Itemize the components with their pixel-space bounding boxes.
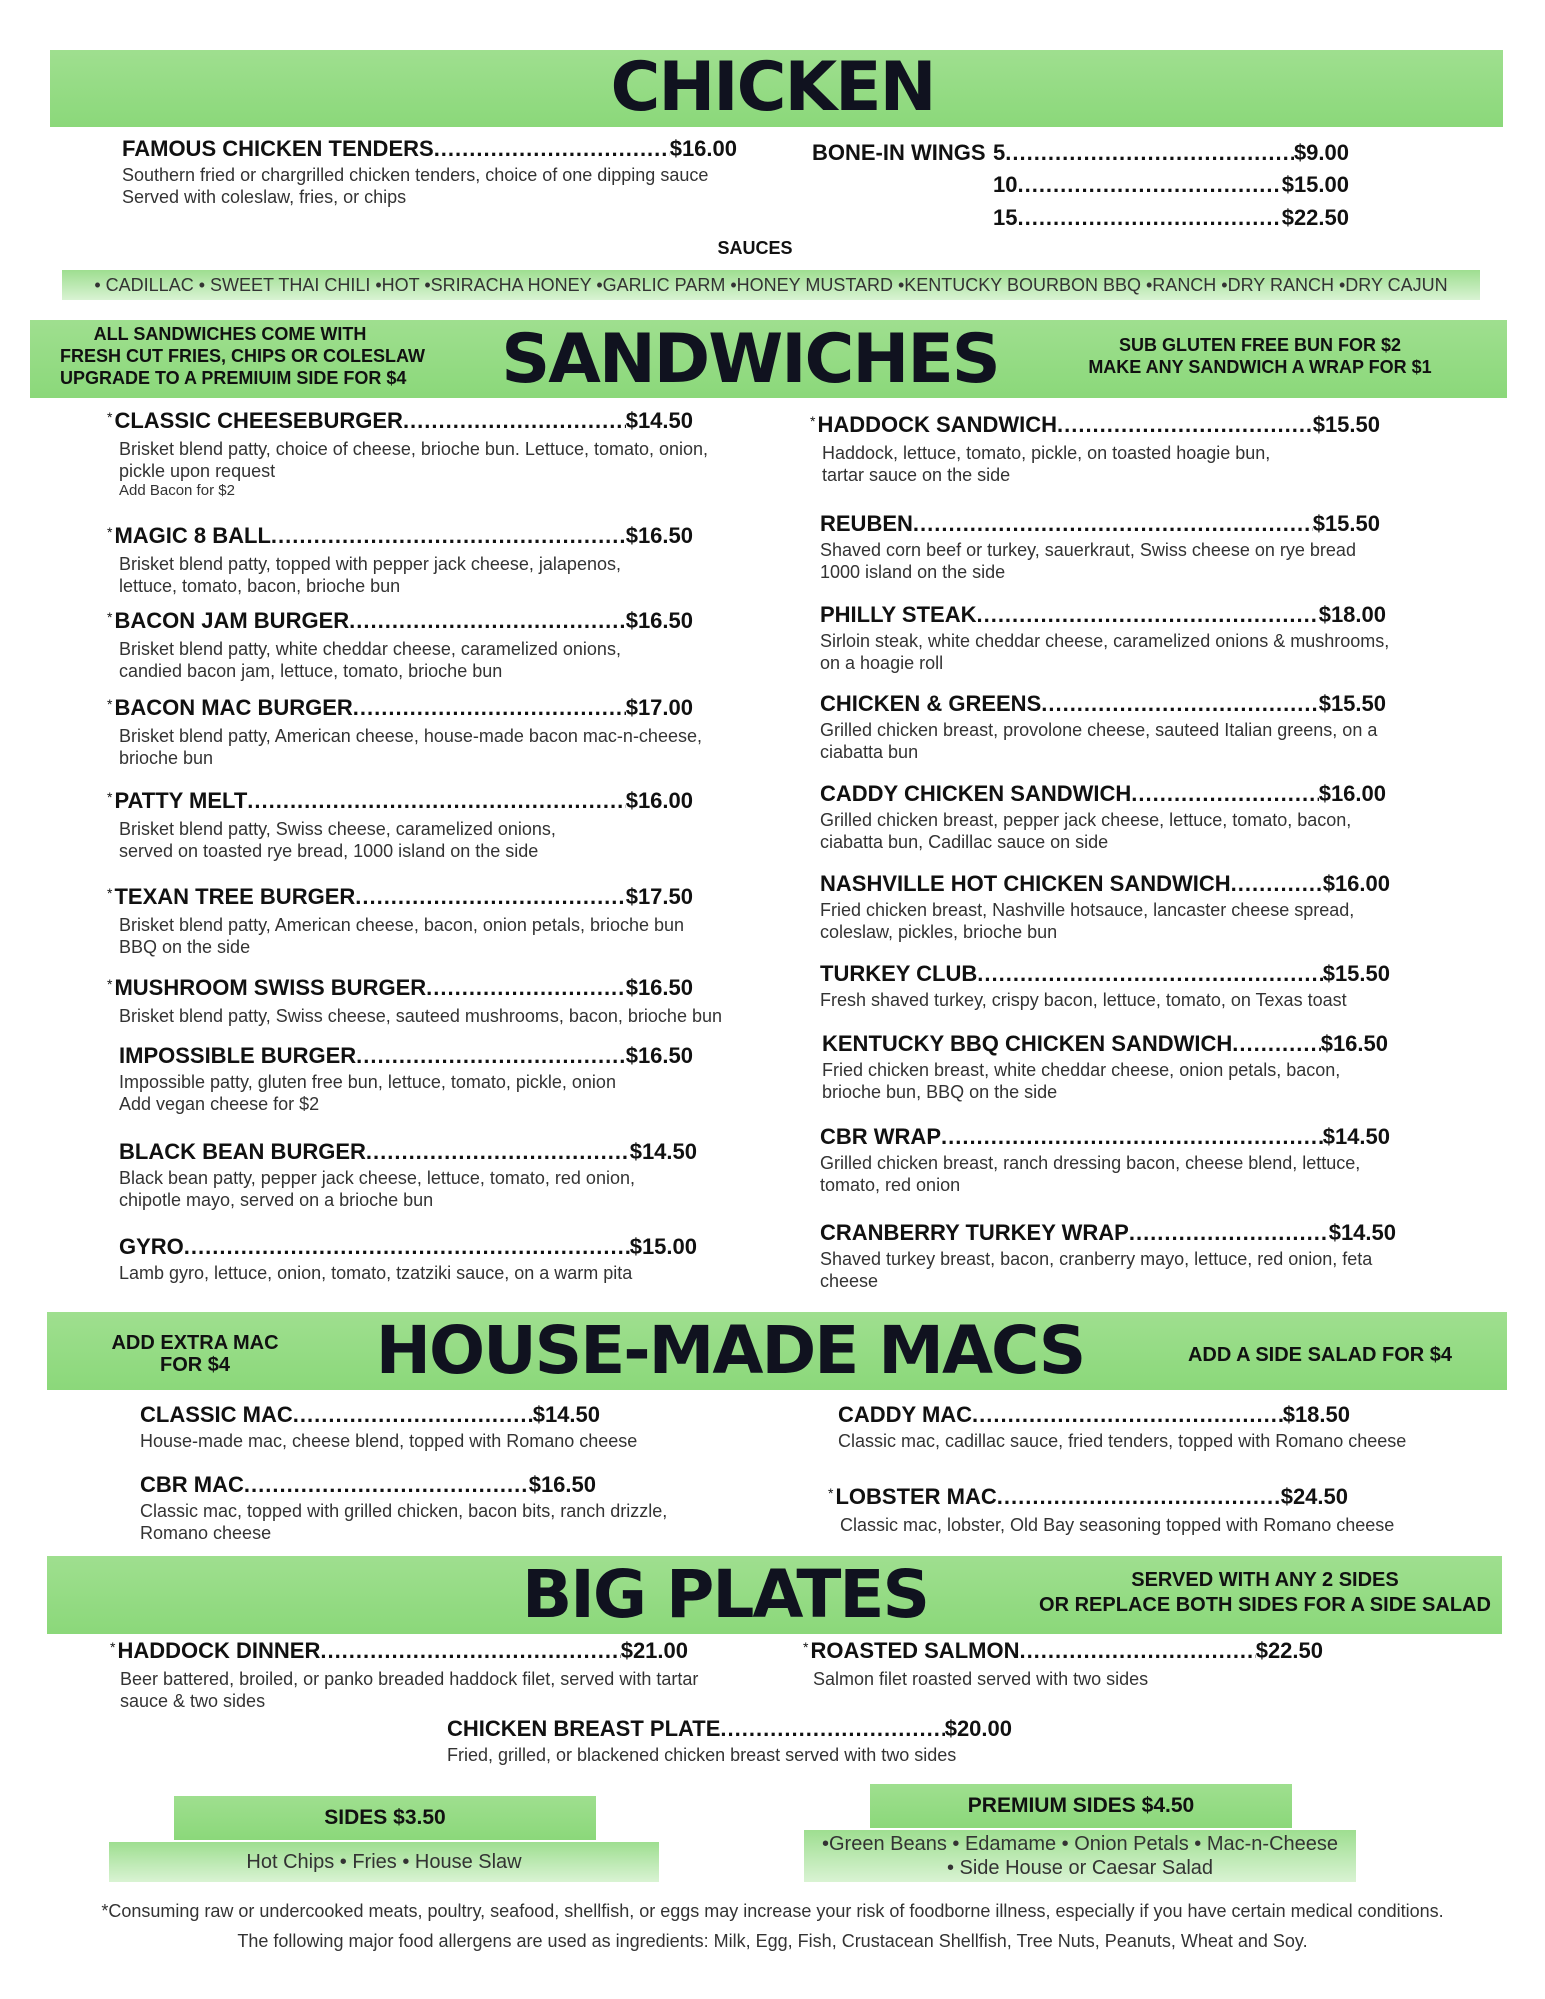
item-price: $16.50: [625, 1043, 693, 1068]
item-name: NASHVILLE HOT CHICKEN SANDWICH: [820, 871, 1231, 896]
item-price: $16.00: [1322, 871, 1390, 896]
sandwiches-left-note: ALL SANDWICHES COME WITH FRESH CUT FRIES, CHIPS OR COLESLAW UPGRADE TO A PREMIUIM SIDE FOR $4: [60, 324, 426, 388]
sides-title: SIDES $3.50: [324, 1806, 446, 1829]
item-price: $15.50: [1318, 691, 1386, 716]
menu-item: CRANBERRY TURKEY WRAP ..... $14.50 Shaved turkey breast, bacon, cranberry mayo, lettuce, red onion, feta cheese: [820, 1220, 1396, 1292]
item-desc: Southern fried or chargrilled chicken tenders, choice of one dipping sauce: [122, 165, 709, 185]
macs-right-note: ADD A SIDE SALAD FOR $4: [1187, 1344, 1453, 1366]
item-name: CADDY MAC: [838, 1402, 973, 1427]
item-name: CHICKEN & GREENS: [820, 691, 1042, 716]
item-name: CHICKEN BREAST PLATE: [447, 1716, 721, 1741]
macs-title: HOUSE-MADE MACS: [375, 1312, 1085, 1389]
item-name: MAGIC 8 BALL: [114, 523, 271, 548]
item-name: TURKEY CLUB: [820, 961, 978, 986]
premium-sides-title: PREMIUM SIDES $4.50: [967, 1794, 1195, 1817]
macs-left-note: ADD EXTRA MAC FOR $4: [111, 1332, 279, 1376]
wings-option-5: 5 ..... $9.00: [993, 140, 1349, 166]
menu-item: * ROASTED SALMON ..... $22.50 Salmon filet roasted served with two sides: [803, 1638, 1323, 1690]
sandwiches-right-note: SUB GLUTEN FREE BUN FOR $2 MAKE ANY SANDWICH A WRAP FOR $1: [1088, 335, 1432, 377]
sides-list: Hot Chips • Fries • House Slaw: [246, 1851, 522, 1873]
menu-item: CBR MAC ..... $16.50 Classic mac, topped with grilled chicken, bacon bits, ranch drizzle, Romano cheese: [140, 1472, 596, 1544]
item-name: PHILLY STEAK: [820, 602, 977, 627]
item-name: FAMOUS CHICKEN TENDERS: [122, 136, 434, 161]
item-price: $16.50: [625, 523, 693, 548]
menu-item: * BACON MAC BURGER ..... $17.00 Brisket blend patty, American cheese, house-made bacon mac-n-cheese, brioche bun: [107, 695, 693, 769]
item-name: BLACK BEAN BURGER: [119, 1139, 366, 1164]
menu-item: TURKEY CLUB ..... $15.50 Fresh shaved turkey, crispy bacon, lettuce, tomato, on Texas toast: [820, 961, 1390, 1011]
item-price: $21.00: [620, 1638, 688, 1663]
chicken-tenders-item: [122, 136, 737, 208]
item-price: $14.50: [1328, 1220, 1396, 1245]
item-name: TEXAN TREE BURGER: [114, 884, 356, 909]
item-price: $14.50: [1322, 1124, 1390, 1149]
menu-item: * HADDOCK SANDWICH ..... $15.50 Haddock, lettuce, tomato, pickle, on toasted hoagie bun, tartar sauce on the side: [810, 412, 1380, 486]
premium-sides-list: •Green Beans • Edamame • Onion Petals • Mac-n-Cheese • Side House or Caesar Salad: [821, 1833, 1339, 1879]
item-price: $16.50: [1320, 1031, 1388, 1056]
item-price: $15.50: [1312, 412, 1380, 437]
item-name: CBR MAC: [140, 1472, 244, 1497]
item-price: $24.50: [1280, 1484, 1348, 1509]
menu-item: CBR WRAP ..... $14.50 Grilled chicken breast, ranch dressing bacon, cheese blend, lettuce, tomato, red onion: [820, 1124, 1390, 1196]
item-price: $16.00: [669, 136, 737, 161]
plates-note: SERVED WITH ANY 2 SIDES OR REPLACE BOTH SIDES FOR A SIDE SALAD: [1039, 1569, 1491, 1616]
menu-item: CADDY CHICKEN SANDWICH ..... $16.00 Grilled chicken breast, pepper jack cheese, lettuce, tomato, bacon, ciabatta bun, Cadillac sauce on side: [820, 781, 1386, 853]
item-name: LOBSTER MAC: [835, 1484, 997, 1509]
item-name: MUSHROOM SWISS BURGER: [114, 975, 427, 1000]
item-name: CBR WRAP: [820, 1124, 941, 1149]
menu-item: KENTUCKY BBQ CHICKEN SANDWICH ..... $16.50 Fried chicken breast, white cheddar cheese, onion petals, bacon, brioche bun, BBQ on the side: [822, 1031, 1388, 1103]
item-price: $20.00: [944, 1716, 1012, 1741]
menu-item: CADDY MAC ..... $18.50 Classic mac, cadillac sauce, fried tenders, topped with Romano cheese: [838, 1402, 1350, 1452]
item-price: $17.50: [625, 884, 693, 909]
item-price: $16.50: [625, 975, 693, 1000]
menu-item: GYRO ..... $15.00 Lamb gyro, lettuce, onion, tomato, tzatziki sauce, on a warm pita: [119, 1234, 697, 1284]
menu-item: * BACON JAM BURGER ..... $16.50 Brisket blend patty, white cheddar cheese, caramelized onions, candied bacon jam, lettuce, tomato, brioche bun: [107, 608, 693, 682]
plates-title: BIG PLATES: [521, 1556, 929, 1633]
menu-item: * LOBSTER MAC ..... $24.50 Classic mac, lobster, Old Bay seasoning topped with Romano cheese: [828, 1484, 1348, 1536]
item-name: BACON JAM BURGER: [114, 608, 350, 633]
item-price: $14.50: [629, 1139, 697, 1164]
item-price: $14.50: [625, 408, 693, 433]
item-name: IMPOSSIBLE BURGER: [119, 1043, 357, 1068]
sauces-list: • CADILLAC • SWEET THAI CHILI •HOT •SRIRACHA HONEY •GARLIC PARM •HONEY MUSTARD •KENTUCKY BOURBON BBQ •RANCH •DRY RANCH •DRY CAJUN: [94, 275, 1448, 295]
menu-item: CLASSIC MAC ..... $14.50 House-made mac, cheese blend, topped with Romano cheese: [140, 1402, 600, 1452]
item-price: $16.50: [528, 1472, 596, 1497]
item-name: CRANBERRY TURKEY WRAP: [820, 1220, 1129, 1245]
menu-item: * CLASSIC CHEESEBURGER ..... $14.50 Brisket blend patty, choice of cheese, brioche bun. Lettuce, tomato, onion, pickle upon request Add Bacon for $2: [107, 408, 693, 500]
wings-name: BONE-IN WINGS: [812, 140, 986, 165]
chicken-title: CHICKEN: [610, 48, 935, 127]
menu-item: * PATTY MELT ..... $16.00 Brisket blend patty, Swiss cheese, caramelized onions, served on toasted rye bread, 1000 island on the side: [107, 788, 693, 862]
menu-item: REUBEN ..... $15.50 Shaved corn beef or turkey, sauerkraut, Swiss cheese on rye bread 1000 island on the side: [820, 511, 1380, 583]
wings-option-15: 15 ..... $22.50: [993, 205, 1349, 231]
item-price: $17.00: [625, 695, 693, 720]
footer-line-2: The following major food allergens are used as ingredients: Milk, Egg, Fish, Crustacean Shellfish, Tree Nuts, Peanuts, Wheat and Soy.: [237, 1931, 1308, 1951]
item-price: $14.50: [532, 1402, 600, 1427]
item-name: GYRO: [119, 1234, 184, 1259]
menu-item: * MAGIC 8 BALL ..... $16.50 Brisket blend patty, topped with pepper jack cheese, jalapenos, lettuce, tomato, bacon, brioche bun: [107, 523, 693, 597]
item-name: CLASSIC MAC: [140, 1402, 293, 1427]
menu-item: PHILLY STEAK ..... $18.00 Sirloin steak, white cheddar cheese, caramelized onions & mushrooms, on a hoagie roll: [820, 602, 1386, 674]
item-name: PATTY MELT: [114, 788, 248, 813]
item-name: REUBEN: [820, 511, 913, 536]
item-name: CLASSIC CHEESEBURGER: [114, 408, 403, 433]
item-name: BACON MAC BURGER: [114, 695, 353, 720]
item-price: $15.00: [629, 1234, 697, 1259]
item-name: KENTUCKY BBQ CHICKEN SANDWICH: [822, 1031, 1233, 1056]
item-price: $16.00: [625, 788, 693, 813]
item-price: $15.50: [1322, 961, 1390, 986]
menu-item: * HADDOCK DINNER ..... $21.00 Beer battered, broiled, or panko breaded haddock filet, served with tartar sauce & two sides: [110, 1638, 688, 1712]
menu-item: CHICKEN BREAST PLATE ..... $20.00 Fried, grilled, or blackened chicken breast served with two sides: [447, 1716, 1012, 1766]
menu-item: NASHVILLE HOT CHICKEN SANDWICH ..... $16.00 Fried chicken breast, Nashville hotsauce, lancaster cheese spread, coleslaw, pickles, brioche bun: [820, 871, 1390, 943]
item-desc-2: Served with coleslaw, fries, or chips: [122, 187, 407, 207]
item-price: $16.00: [1318, 781, 1386, 806]
footer-disclaimer: [0, 1896, 1545, 1956]
item-price: $16.50: [625, 608, 693, 633]
wings-option-10: 10 ..... $15.00: [993, 172, 1349, 198]
item-name: HADDOCK SANDWICH: [817, 412, 1057, 437]
item-name: ROASTED SALMON: [810, 1638, 1020, 1663]
item-price: $22.50: [1255, 1638, 1323, 1663]
item-name: CADDY CHICKEN SANDWICH: [820, 781, 1132, 806]
menu-item: * MUSHROOM SWISS BURGER ..... $16.50 Brisket blend patty, Swiss cheese, sauteed mushrooms, bacon, brioche bun: [107, 975, 693, 1027]
item-price: $18.00: [1318, 602, 1386, 627]
item-name: HADDOCK DINNER: [117, 1638, 321, 1663]
sandwiches-title: SANDWICHES: [501, 320, 999, 399]
footer-line-1: *Consuming raw or undercooked meats, poultry, seafood, shellfish, or eggs may increase your risk of foodborne illness, especially if you have certain medical conditions.: [101, 1901, 1444, 1921]
item-price: $18.50: [1282, 1402, 1350, 1427]
item-price: $15.50: [1312, 511, 1380, 536]
sauces-label: SAUCES: [717, 238, 793, 258]
menu-item: BLACK BEAN BURGER ..... $14.50 Black bean patty, pepper jack cheese, lettuce, tomato, red onion, chipotle mayo, served on a brioche bun: [119, 1139, 697, 1211]
menu-item: IMPOSSIBLE BURGER ..... $16.50 Impossible patty, gluten free bun, lettuce, tomato, pickle, onion Add vegan cheese for $2: [119, 1043, 693, 1115]
menu-item: * TEXAN TREE BURGER ..... $17.50 Brisket blend patty, American cheese, bacon, onion petals, brioche bun BBQ on the side: [107, 884, 693, 958]
menu-item: CHICKEN & GREENS ..... $15.50 Grilled chicken breast, provolone cheese, sauteed Italian greens, on a ciabatta bun: [820, 691, 1386, 763]
